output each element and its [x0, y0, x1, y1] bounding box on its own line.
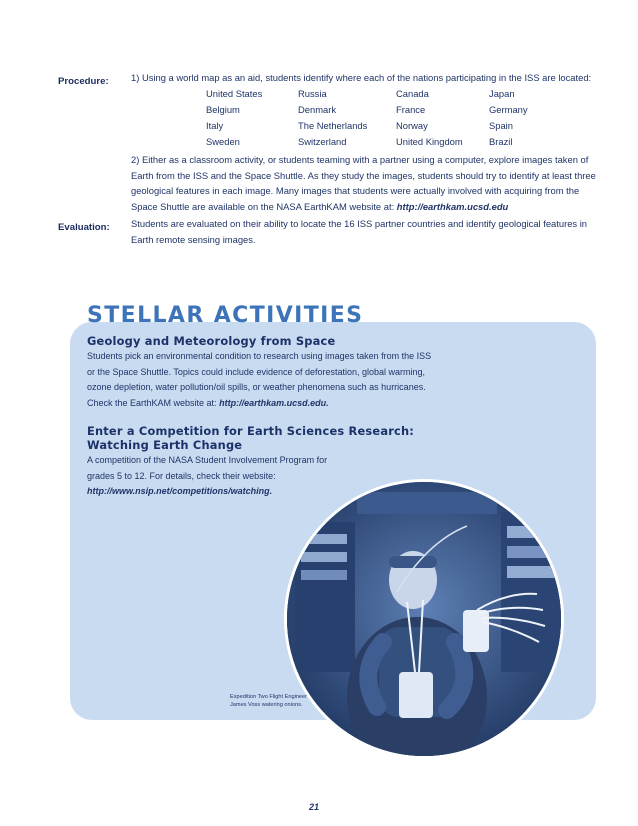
activity2-heading-line2: Watching Earth Change: [87, 438, 243, 452]
country-cell: Norway: [396, 120, 428, 131]
country-cell: Russia: [298, 88, 327, 99]
photo-caption-line2: James Voss watering onions.: [230, 702, 303, 709]
country-cell: Sweden: [206, 136, 240, 147]
evaluation-text: Students are evaluated on their ability to locate the 16 ISS partner countries and identify geological features in Earth remote sensing images.: [131, 218, 588, 245]
activity2-heading-line1: Enter a Competition for Earth Sciences Research:: [87, 424, 415, 438]
country-cell: Spain: [489, 120, 513, 131]
photo-caption: [230, 693, 307, 710]
country-cell: The Netherlands: [298, 120, 368, 131]
country-cell: Canada: [396, 88, 429, 99]
activity1-body: Students pick an environmental condition to research using images taken from the ISS or the Space Shuttle. Topics could include evidence of deforestation, global warming, ozone depletion, water pollution/oil spills, or weather phenomena such as hurricanes. Check the EarthKAM website at:: [87, 351, 432, 409]
activity1-text: [87, 349, 439, 412]
country-cell: Belgium: [206, 104, 240, 115]
photo-caption-line1: Expedition Two Flight Engineer: [230, 694, 308, 700]
country-cell: Denmark: [298, 104, 337, 115]
country-row: [206, 102, 586, 118]
procedure-step1: 1) Using a world map as an aid, students identify where each of the nations participating in the ISS are located:: [131, 72, 592, 83]
country-cell: France: [396, 104, 426, 115]
country-row: [206, 118, 586, 134]
procedure-step2-text: 2) Either as a classroom activity, or students teaming with a partner using a computer, explore images taken of Earth from the ISS and the Space Shuttle. As they study the images, students should try to identify at least three geological features in each image. Many images that students were actually involved with acquiring from the Space Shuttle are available on the NASA EarthKAM website at:: [131, 154, 596, 212]
activity2-body: A competition of the NASA Student Involvement Program for grades 5 to 12. For details, check their website:: [87, 455, 328, 481]
country-cell: Brazil: [489, 136, 513, 147]
page-number: 21: [309, 802, 320, 812]
astronaut-photo: [284, 479, 564, 759]
earthkam-link[interactable]: http://earthkam.ucsd.edu: [396, 200, 509, 212]
country-cell: Switzerland: [298, 136, 347, 147]
country-cell: United Kingdom: [396, 136, 463, 147]
procedure-label: Procedure:: [58, 76, 109, 87]
country-table: [206, 86, 586, 150]
country-cell: Italy: [206, 120, 224, 131]
activity1-link[interactable]: http://earthkam.ucsd.edu.: [219, 398, 329, 409]
activity1-heading: Geology and Meteorology from Space: [87, 334, 336, 348]
country-row: [206, 86, 586, 102]
procedure-step2: [131, 152, 607, 214]
country-cell: Germany: [489, 104, 528, 115]
country-cell: Japan: [489, 88, 515, 99]
country-row: [206, 134, 586, 150]
activity2-link[interactable]: http://www.nsip.net/competitions/watching.: [87, 486, 273, 497]
stellar-activities-title: STELLAR ACTIVITIES: [87, 303, 364, 328]
evaluation-label: Evaluation:: [58, 222, 110, 233]
activity2-text: [87, 453, 343, 500]
country-cell: United States: [206, 88, 263, 99]
astronaut-photo-illustration: [287, 482, 564, 759]
